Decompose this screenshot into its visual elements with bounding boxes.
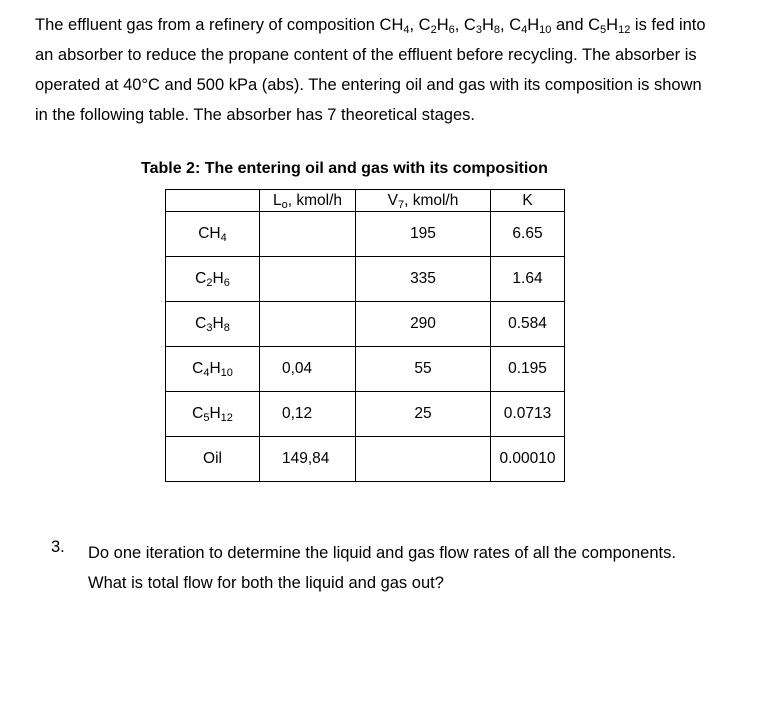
composition-table — [165, 189, 565, 482]
cell-component: $C_3H_8$ — [166, 302, 260, 347]
cell-component: Oil — [166, 437, 260, 482]
problem-statement: The effluent gas from a refinery of composition $CH_4$, $C_2H_6$, $C_3H_8$, $C_4H_{10}$ and $C_5H_{12}$ is fed into an absorber to reduce the propane content of the effluent before recycling. The absorber is operated at 40°C and 500 kPa (abs). The entering oil and gas with its composition is shown in the following table. The absorber has 7 theoretical stages. — [35, 16, 706, 124]
cell-lo — [260, 257, 356, 302]
table-caption: Table 2: The entering oil and gas with its composition — [141, 160, 548, 177]
cell-lo — [260, 212, 356, 257]
cell-component: $C_5H_{12}$ — [166, 392, 260, 437]
cell-lo: 0,04 — [260, 347, 356, 392]
table-row — [166, 347, 565, 392]
cell-k: 0.00010 — [491, 437, 565, 482]
cell-component: $CH_4$ — [166, 212, 260, 257]
header-v7: $V_7$, kmol/h — [356, 190, 491, 212]
cell-k: 0.0713 — [491, 392, 565, 437]
table-row — [166, 392, 565, 437]
cell-component: $C_4H_{10}$ — [166, 347, 260, 392]
cell-v7: 55 — [356, 347, 491, 392]
table-row — [166, 212, 565, 257]
cell-v7: 335 — [356, 257, 491, 302]
cell-v7 — [356, 437, 491, 482]
cell-component: $C_2H_6$ — [166, 257, 260, 302]
cell-lo: 149,84 — [260, 437, 356, 482]
question-line-1: Do one iteration to determine the liquid and gas flow rates of all the components. — [88, 544, 676, 562]
cell-lo — [260, 302, 356, 347]
table-row — [166, 437, 565, 482]
cell-v7: 195 — [356, 212, 491, 257]
header-component — [166, 190, 260, 212]
cell-k: 0.584 — [491, 302, 565, 347]
question-number: 3. — [51, 538, 65, 556]
table-header-row — [166, 190, 565, 212]
cell-lo: 0,12 — [260, 392, 356, 437]
table-row — [166, 302, 565, 347]
cell-k: 0.195 — [491, 347, 565, 392]
question-text — [88, 538, 688, 598]
cell-k: 1.64 — [491, 257, 565, 302]
header-k: K — [491, 190, 565, 212]
header-lo: $L_o$, kmol/h — [260, 190, 356, 212]
question-line-2: What is total flow for both the liquid and gas out? — [88, 574, 444, 592]
cell-k: 6.65 — [491, 212, 565, 257]
cell-v7: 290 — [356, 302, 491, 347]
table-row — [166, 257, 565, 302]
cell-v7: 25 — [356, 392, 491, 437]
